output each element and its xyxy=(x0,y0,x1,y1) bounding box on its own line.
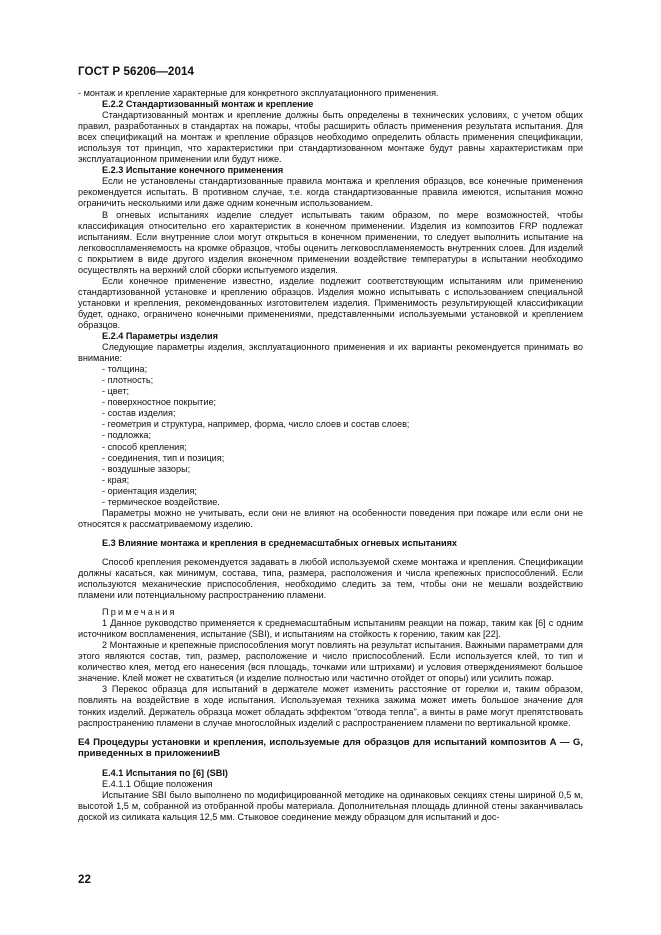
standard-header: ГОСТ Р 56206—2014 xyxy=(78,65,195,78)
paragraph: - монтаж и крепление характерные для конкретного эксплуатационного применения. xyxy=(78,88,439,98)
paragraph: 1 Данное руководство применяется к среднемасштабным испытаниям реакции на пожар, таким как [6] с одним источником воспламенения, испытание (SBI), и испытаниям на стойкость к горению, таким как [22]. xyxy=(78,618,583,640)
paragraph: Следующие параметры изделия, эксплуатационного применения и их варианты рекомендуется принимать во внимание: xyxy=(78,342,583,364)
section-heading: Е.2.3 Испытание конечного применения xyxy=(102,165,284,176)
list-item: - толщина; xyxy=(102,364,148,375)
list-item: - соединения, тип и позиция; xyxy=(102,452,225,463)
section-heading: Е.3 Влияние монтажа и крепления в среднемасштабных огневых испытаниях xyxy=(102,537,457,548)
list-item: - цвет; xyxy=(102,386,130,397)
spacer xyxy=(78,760,583,768)
document-body xyxy=(78,88,583,823)
paragraph: В огневых испытаниях изделие следует испытывать таким образом, по мере возможностей, чтобы классификация относительно его характеристик в конечном применении. Изделия из композитов FRP подлежат испытаниям. Если внутренние слои могут открыться в конечном применении, то следует выполнить испытание на легковоспламеняемость на кромке образцов, чтобы оценить легковоспламеняемость внутренних слоев. Для изделий с покрытием в виде другого изделия вконечном применении воздействие температуры в испытании необходимо осуществлять на верхний слой сборки испытуемого изделия. xyxy=(78,209,583,275)
paragraph: Способ крепления рекомендуется задавать в любой используемой схеме монтажа и крепления. Спецификации должны касаться, как минимум, состава, типа, размера, расположения и числа крепежных приспособлений. Если используются механические приспособления, необходимо следить за тем, чтобы они не мешали воздействию пламени или потенциальному распространению пламени. xyxy=(78,556,583,601)
paragraph: Испытание SBI было выполнено по модифицированной методике на одинаковых секциях стены шириной 0,5 м, высотой 1,5 м, собранной из отобранной пробы материала. Дополнительная площадь длинной стены заканчивалась доской из силиката кальция 12,5 мм. Стыковое соединение между образцом для испытаний и дос- xyxy=(78,789,583,822)
paragraph: 2 Монтажные и крепежные приспособления могут повлиять на результат испытания. Важными параметрами для этого являются состав, тип, размер, расположение и число приспособлений. Если используется клей, то тип и количество клея, метод его нанесения (вся площадь, точками или штрихами) и условия отверждениямеют большое значение. Клей может не схватиться (и изделие полностью или частично отойдет от опоры) или усилить пожар. xyxy=(78,640,583,684)
section-heading: Е.2.4 Параметры изделия xyxy=(102,331,218,342)
list-item: - геометрия и структура, например, форма, число слоев и состав слоев; xyxy=(102,419,410,430)
list-item: - способ крепления; xyxy=(102,441,187,452)
paragraph: Если конечное применение известно, изделие подлежит соответствующим испытаниям или применению стандартизованной установке и креплению образцов. Изделия можно испытывать с использованием специальной установки и крепления, рекомендованных изготовителем изделия. Применимость результирующей классификации будет, однако, ограничено конечными применениями, представленными используемыми установкой и креплением образцов. xyxy=(78,275,583,330)
list-item: - плотность; xyxy=(102,375,154,386)
list-item: - состав изделия; xyxy=(102,408,176,419)
list-item: - термическое воздействие. xyxy=(102,496,220,507)
page-number: 22 xyxy=(78,873,91,886)
paragraph: Стандартизованный монтаж и крепление должны быть определены в технических условиях, с учетом общих правил, разработанных в стандартах на пожары, чтобы расширить область применения результата испытания. Для всех спецификаций на монтаж и крепление образцов необходимо определить область применения спецификации, используя тот принцип, что характеристики при стандартизованном монтаже будут равны характеристикам при эксплуатационном применении или будут ниже. xyxy=(78,110,583,165)
list-item: - воздушные зазоры; xyxy=(102,463,191,474)
spacer xyxy=(78,549,583,557)
spacer xyxy=(78,729,583,737)
section-heading: Е.2.2 Стандартизованный монтаж и крепление xyxy=(102,99,314,110)
list-item: - подложка; xyxy=(102,430,152,441)
notes-heading: Примечания xyxy=(102,607,177,618)
paragraph: Если не установлены стандартизованные правила монтажа и крепления образцов, все конечные применения рекомендуется испытать. В противном случае, т.е. когда стандартизованные правила имеются, испытания можно ограничить несколькими или даже одним конечным использованием. xyxy=(78,176,583,209)
list-item: - ориентация изделия; xyxy=(102,485,197,496)
paragraph: 3 Перекос образца для испытаний в держателе может изменить расстояние от горелки и, таким образом, повлиять на воздействие в ходе испытания. Используемая техника зажима может иметь большое значение для тонких изделий. Держатель образца может обладать эффектом “отвода тепла”, а винты в раме могут препятствовать распространению пламени в случае многослойных изделий с распространением пламени по вертикальной кромке. xyxy=(78,684,583,728)
spacer xyxy=(78,530,583,538)
list-item: - поверхностное покрытие; xyxy=(102,397,217,408)
section-heading-major: Е4 Процедуры установки и крепления, используемые для образцов для испытаний композитов А — G, приведенных в приложенииВ xyxy=(78,736,583,760)
list-item: - края; xyxy=(102,474,130,485)
paragraph: Е.4.1.1 Общие положения xyxy=(102,778,213,789)
section-heading: Е.4.1 Испытания по [6] (SBI) xyxy=(102,767,228,778)
paragraph: Параметры можно не учитывать, если они не влияют на особенности поведения при пожаре или если они не относятся к рассматриваемому изделию. xyxy=(78,507,583,529)
